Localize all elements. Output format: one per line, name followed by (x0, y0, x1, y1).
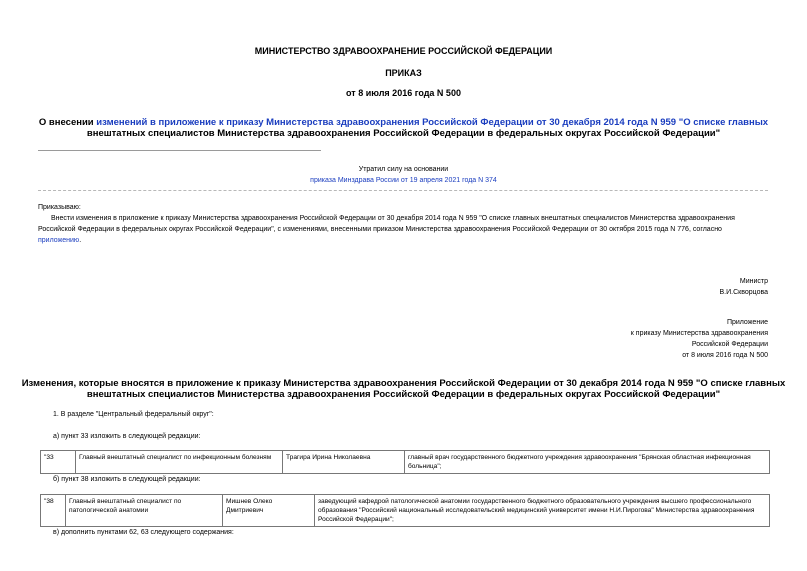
order-paragraph-line-2: Российской Федерации в федеральных округах Российской Федерации", с изменениями, внесенными приказом Министерства здравоохранения Российской Федерации от 30 октября 2015 года N 776, согласно (38, 226, 722, 233)
title-prefix: О внесении (38, 117, 97, 128)
table-item-33 (40, 450, 770, 474)
cell-name: Трагира Ирина Николаевна (283, 451, 405, 474)
cell-name: Мишнев Олеко Дмитриевич (223, 495, 315, 527)
cell-position: главный врач государственного бюджетного учреждения здравоохранения "Брянская областная инфекционная больница"; (405, 451, 770, 474)
title-line-2: внештатных специалистов Министерства здравоохранения Российской Федерации в федеральных округах Российской Федерации" (86, 128, 721, 139)
changes-title-line-1: Изменения, которые вносятся в приложение к приказу Министерства здравоохранения Российской Федерации от 30 декабря 2014 года N 959 "О списке главных (21, 378, 786, 389)
order-paragraph-line-1: Внести изменения в приложение к приказу Министерства здравоохранения Российской Федерации от 30 декабря 2014 года N 959 "О списке главных внештатных специалистов Министерства здравоохранения (51, 215, 735, 222)
doc-type-heading: ПРИКАЗ (385, 68, 422, 78)
table-row (41, 495, 770, 527)
appendix-ref-line-4: от 8 июля 2016 года N 500 (682, 352, 768, 359)
paragraph-end: . (79, 237, 82, 244)
table-row (41, 451, 770, 474)
appendix-ref-line-1: Приложение (726, 319, 768, 326)
cell-number: "33 (41, 451, 76, 474)
cell-specialist: Главный внештатный специалист по инфекционным болезням (76, 451, 283, 474)
appendix-ref-line-2: к приказу Министерства здравоохранения (630, 330, 768, 337)
title-amendment-link[interactable]: изменений в приложение к приказу Министерства здравоохранения Российской Федерации от 30 декабря 2014 года N 959 "О списке главных (96, 117, 769, 128)
cell-specialist: Главный внештатный специалист по патологической анатомии (66, 495, 223, 527)
repeal-order-link[interactable]: приказа Минздрава России от 19 апреля 2021 года N 374 (310, 177, 497, 184)
changes-title (20, 378, 787, 400)
doc-date-number: от 8 июля 2016 года N 500 (346, 88, 461, 98)
cell-number: "38 (41, 495, 66, 527)
appendix-link[interactable]: приложению (38, 237, 80, 244)
appendix-ref-line-3: Российской Федерации (691, 341, 768, 348)
changes-title-line-2: внештатных специалистов Министерства здравоохранения Российской Федерации в федеральных округах Российской Федерации" (86, 389, 721, 400)
order-word: Приказываю: (38, 204, 81, 211)
section-1-heading: 1. В разделе "Центральный федеральный округ": (53, 411, 214, 418)
item-c-text: в) дополнить пунктами 62, 63 следующего содержания: (53, 529, 234, 536)
item-a-text: а) пункт 33 изложить в следующей редакции: (53, 433, 201, 440)
item-b-text: б) пункт 38 изложить в следующей редакции: (53, 476, 201, 483)
signature-position: Министр (739, 278, 768, 285)
title-separator (38, 150, 321, 151)
ministry-heading: МИНИСТЕРСТВО ЗДРАВООХРАНЕНИЕ РОССИЙСКОЙ ФЕДЕРАЦИИ (254, 46, 553, 56)
cell-position: заведующий кафедрой патологической анатомии государственного бюджетного образовательного учреждения высшего профессионального образования "Российский национальный исследовательский медицинский университет имени Н.И.Пирогова" Министерства здравоохранения Российской Федерации"; (315, 495, 770, 527)
signature-name: В.И.Скворцова (719, 289, 768, 296)
status-divider (38, 190, 768, 191)
table-item-38 (40, 494, 770, 527)
document-title (20, 117, 787, 139)
status-note: Утратил силу на основании (358, 166, 449, 173)
order-paragraph (38, 213, 768, 246)
